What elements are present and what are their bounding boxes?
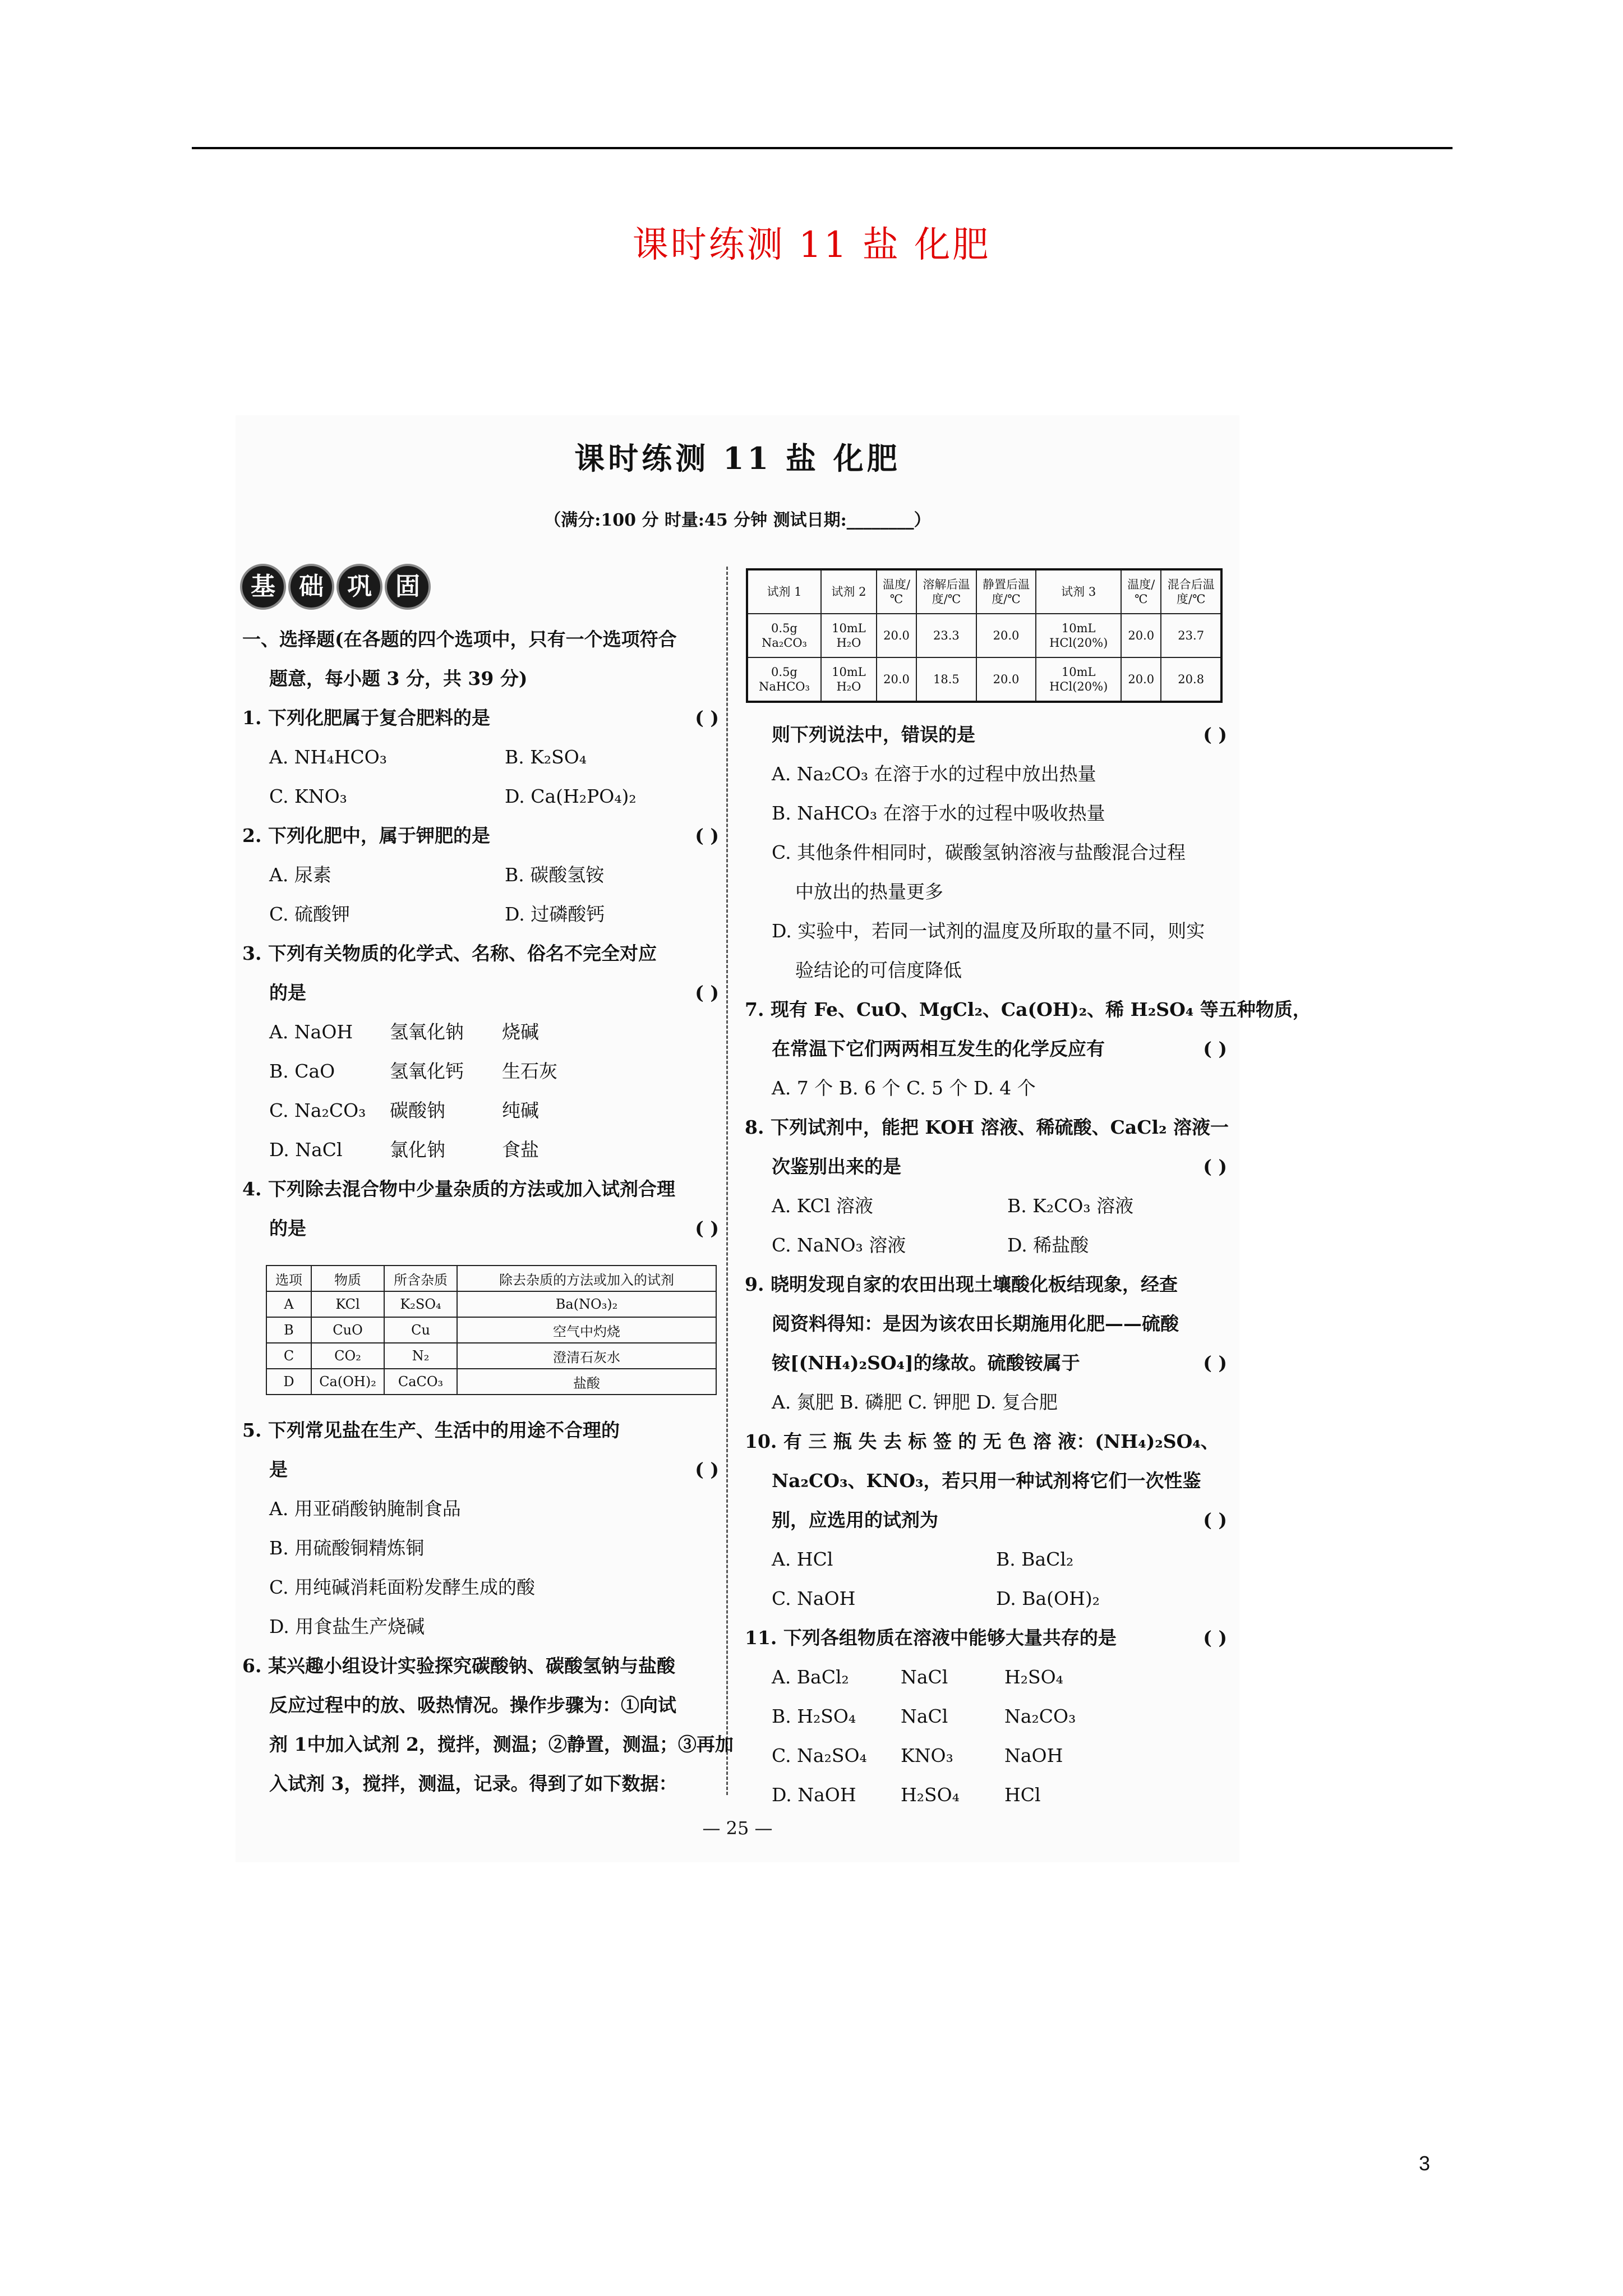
options-row — [242, 777, 719, 816]
option-cont: 中放出的热量更多 — [795, 881, 943, 903]
option: B. 用硫酸铜精炼铜 — [269, 1537, 425, 1559]
options-row: C. NaNO₃ 溶液 D. 稀盐酸 — [772, 1234, 1089, 1256]
answer-paren: ( ) — [1203, 724, 1227, 746]
badge-char: 固 — [385, 564, 431, 610]
table-row: C CO₂ N₂ 澄清石灰水 — [266, 1343, 716, 1369]
table-row: A KCl K₂SO₄ Ba(NO₃)₂ — [266, 1291, 716, 1317]
question-5: 5. 下列常见盐在生产、生活中的用途不合理的 — [242, 1419, 620, 1441]
options-row — [242, 738, 719, 777]
question-5-cont: 是 ( ) — [242, 1450, 719, 1489]
table-row: 0.5g NaHCO₃ 10mL H₂O 20.0 18.5 20.0 10mL HCl(20%) 20.0 20.8 — [747, 657, 1221, 702]
question-3-cont: 的是 ( ) — [242, 973, 719, 1013]
section-badge — [240, 564, 431, 610]
options-row: A. 7 个 B. 6 个 C. 5 个 D. 4 个 — [772, 1077, 1036, 1099]
option: D. 过磷酸钙 — [505, 903, 605, 925]
table-row: B CuO Cu 空气中灼烧 — [266, 1317, 716, 1343]
sheet-page-number: — 25 — — [702, 1818, 773, 1839]
question-7: 7. 现有 Fe、CuO、MgCl₂、Ca(OH)₂、稀 H₂SO₄ 等五种物质， — [745, 999, 1311, 1020]
options-row: A. HCl B. BaCl₂ — [772, 1548, 1074, 1570]
q6-table — [746, 568, 1223, 703]
section-heading-cont: 题意，每小题 3 分，共 39 分) — [269, 668, 528, 689]
question-10-cont: Na₂CO₃、KNO₃，若只用一种试剂将它们一次性鉴 — [772, 1470, 1201, 1492]
options-row: B. H₂SO₄ NaCl Na₂CO₃ — [772, 1705, 1076, 1727]
answer-paren: ( ) — [1203, 1038, 1227, 1060]
options-row: A. BaCl₂ NaCl H₂SO₄ — [772, 1666, 1063, 1688]
question-4: 4. 下列除去混合物中少量杂质的方法或加入试剂合理 — [242, 1178, 675, 1200]
question-6-cont: 入试剂 3，搅拌，测温，记录。得到了如下数据： — [269, 1773, 677, 1795]
question-6-cont: 剂 1中加入试剂 2，搅拌，测温；②静置，测温；③再加 — [269, 1733, 734, 1755]
question-9-cont: 阅资料得知：是因为该农田长期施用化肥——硫酸 — [772, 1313, 1179, 1335]
badge-char: 基 — [240, 564, 286, 610]
option-cont: 验结论的可信度降低 — [795, 959, 962, 981]
options-row: A. NaOH 氢氧化钠 烧碱 — [269, 1021, 539, 1043]
options-row: D. NaCl 氯化钠 食盐 — [269, 1139, 539, 1161]
right-column — [745, 715, 1311, 1815]
option: A. NH₄HCO₃ — [269, 746, 388, 768]
answer-paren: ( ) — [1203, 1509, 1227, 1531]
option: C. 其他条件相同时，碳酸氢钠溶液与盐酸混合过程 — [772, 841, 1186, 863]
table-row: D Ca(OH)₂ CaCO₃ 盐酸 — [266, 1369, 716, 1395]
option: A. Na₂CO₃ 在溶于水的过程中放出热量 — [772, 763, 1096, 785]
option: D. Ca(H₂PO₄)₂ — [505, 785, 637, 807]
options-row: C. Na₂CO₃ 碳酸钠 纯碱 — [269, 1099, 539, 1121]
page-title: 课时练测 11 盐 化肥 — [632, 224, 991, 266]
answer-paren: ( ) — [695, 982, 719, 1004]
section-heading: 一、选择题(在各题的四个选项中，只有一个选项符合 — [242, 628, 677, 650]
left-column — [242, 620, 734, 1803]
option: B. K₂SO₄ — [505, 746, 587, 768]
answer-paren: ( ) — [1203, 1352, 1227, 1374]
answer-paren: ( ) — [695, 707, 719, 729]
answer-paren: ( ) — [1203, 1156, 1227, 1177]
option: C. 硫酸钾 — [269, 903, 351, 925]
question-10: 10. 有 三 瓶 失 去 标 签 的 无 色 溶 液：(NH₄)₂SO₄、 — [745, 1430, 1219, 1452]
question-3: 3. 下列有关物质的化学式、名称、俗名不完全对应 — [242, 942, 657, 964]
options-row: C. NaOH D. Ba(OH)₂ — [772, 1588, 1100, 1609]
question-10-cont: 别，应选用的试剂为 ( ) — [745, 1501, 1227, 1540]
answer-paren: ( ) — [695, 1458, 719, 1480]
question-6-ask: 则下列说法中，错误的是 ( ) — [745, 715, 1227, 754]
answer-paren: ( ) — [695, 825, 719, 846]
option: A. 尿素 — [269, 864, 331, 886]
options-row — [242, 895, 719, 934]
table-row: 0.5g Na₂CO₃ 10mL H₂O 20.0 23.3 20.0 10mL HCl(20%) 20.0 23.7 — [747, 614, 1221, 657]
question-1: 1. 下列化肥属于复合肥料的是 ( ) — [242, 698, 719, 738]
options-row — [242, 855, 719, 895]
question-6: 6. 某兴趣小组设计实验探究碳酸钠、碳酸氢钠与盐酸 — [242, 1655, 675, 1677]
sheet-subtitle: （满分:100 分 时量:45 分钟 测试日期:________） — [544, 510, 931, 530]
table-header-row: 选项 物质 所含杂质 除去杂质的方法或加入的试剂 — [266, 1266, 716, 1291]
question-8-cont: 次鉴别出来的是 ( ) — [745, 1147, 1227, 1186]
options-row: C. Na₂SO₄ KNO₃ NaOH — [772, 1745, 1063, 1766]
question-4-cont: 的是 ( ) — [242, 1209, 719, 1248]
question-8: 8. 下列试剂中，能把 KOH 溶液、稀硫酸、CaCl₂ 溶液一 — [745, 1116, 1229, 1138]
option: B. 碳酸氢铵 — [505, 864, 605, 886]
header-rule — [192, 147, 1453, 149]
options-row: D. NaOH H₂SO₄ HCl — [772, 1784, 1041, 1806]
column-divider — [726, 567, 728, 1795]
answer-paren: ( ) — [695, 1217, 719, 1239]
badge-char: 础 — [288, 564, 334, 610]
question-9-cont: 铵[(NH₄)₂SO₄]的缘故。硫酸铵属于 ( ) — [745, 1343, 1227, 1383]
badge-char: 巩 — [336, 564, 382, 610]
page-number: 3 — [1419, 2152, 1431, 2175]
table-header-row: 试剂 1 试剂 2 温度/℃ 溶解后温度/℃ 静置后温度/℃ 试剂 3 温度/℃ 混合后温度/℃ — [747, 569, 1221, 614]
answer-paren: ( ) — [1203, 1627, 1227, 1649]
question-7-cont: 在常温下它们两两相互发生的化学反应有 ( ) — [745, 1029, 1227, 1069]
sheet-title: 课时练测 11 盐 化肥 — [574, 440, 901, 476]
option: C. 用纯碱消耗面粉发酵生成的酸 — [269, 1576, 536, 1598]
options-row: B. CaO 氢氧化钙 生石灰 — [269, 1060, 557, 1082]
question-2: 2. 下列化肥中，属于钾肥的是 ( ) — [242, 816, 719, 855]
option: C. KNO₃ — [269, 785, 347, 807]
options-row: A. 氮肥 B. 磷肥 C. 钾肥 D. 复合肥 — [772, 1391, 1058, 1413]
question-9: 9. 晓明发现自家的农田出现土壤酸化板结现象，经查 — [745, 1273, 1178, 1295]
option: D. 用食盐生产烧碱 — [269, 1616, 425, 1637]
q4-table — [266, 1265, 717, 1395]
question-11: 11. 下列各组物质在溶液中能够大量共存的是 ( ) — [745, 1618, 1227, 1658]
question-6-cont: 反应过程中的放、吸热情况。操作步骤为：①向试 — [269, 1694, 676, 1716]
option: A. 用亚硝酸钠腌制食品 — [269, 1498, 461, 1520]
option: D. 实验中，若同一试剂的温度及所取的量不同，则实 — [772, 920, 1205, 942]
options-row: A. KCl 溶液 B. K₂CO₃ 溶液 — [772, 1195, 1134, 1217]
option: B. NaHCO₃ 在溶于水的过程中吸收热量 — [772, 802, 1105, 824]
